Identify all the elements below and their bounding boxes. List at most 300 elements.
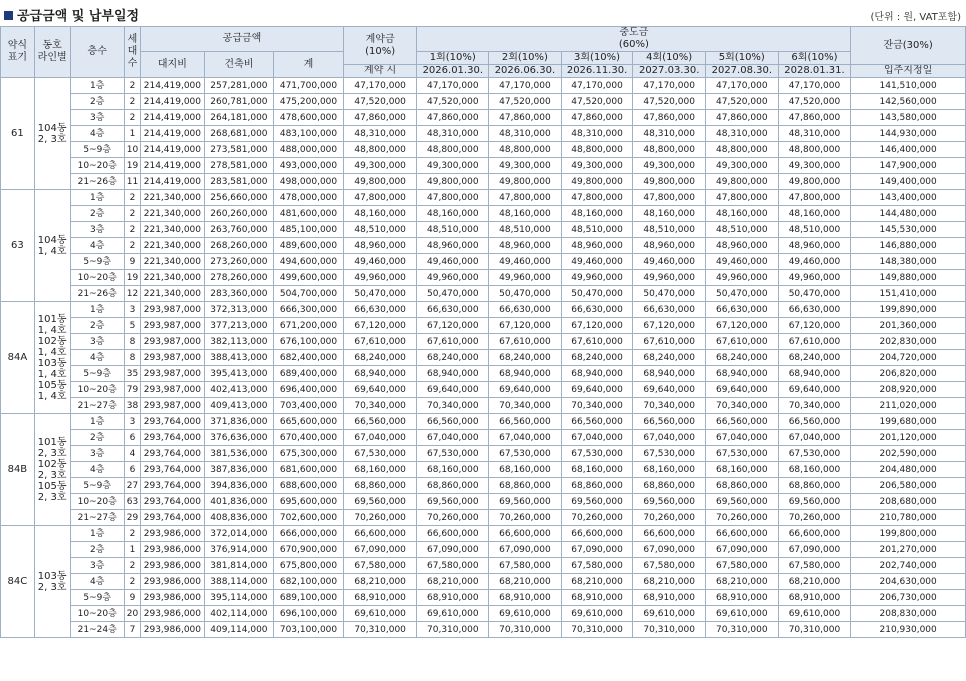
floor-cell: 1층 bbox=[70, 78, 124, 94]
middle-1-cell: 47,860,000 bbox=[417, 110, 489, 126]
total-price-cell: 481,600,000 bbox=[274, 206, 344, 222]
middle-5-cell: 68,160,000 bbox=[706, 462, 779, 478]
floor-cell: 10~20층 bbox=[70, 494, 124, 510]
col-type-header: 약식 표기 bbox=[1, 27, 35, 78]
balance-cell: 149,880,000 bbox=[851, 270, 966, 286]
total-price-cell: 696,100,000 bbox=[274, 606, 344, 622]
deposit-cell: 70,340,000 bbox=[343, 398, 417, 414]
unit-count-cell: 2 bbox=[124, 110, 140, 126]
table-row bbox=[1, 494, 966, 510]
dong-line-cell: 104동 2, 3호 bbox=[34, 78, 70, 190]
land-price-cell: 293,764,000 bbox=[141, 510, 204, 526]
middle-3-cell: 49,300,000 bbox=[561, 158, 633, 174]
balance-cell: 143,580,000 bbox=[851, 110, 966, 126]
floor-cell: 3층 bbox=[70, 558, 124, 574]
land-price-cell: 221,340,000 bbox=[141, 286, 204, 302]
total-price-cell: 494,600,000 bbox=[274, 254, 344, 270]
middle-3-cell: 68,940,000 bbox=[561, 366, 633, 382]
building-price-cell: 257,281,000 bbox=[204, 78, 274, 94]
building-price-cell: 256,660,000 bbox=[204, 190, 274, 206]
balance-cell: 210,930,000 bbox=[851, 622, 966, 638]
balance-cell: 206,730,000 bbox=[851, 590, 966, 606]
deposit-cell: 49,800,000 bbox=[343, 174, 417, 190]
middle-3-cell: 70,340,000 bbox=[561, 398, 633, 414]
deposit-cell: 70,310,000 bbox=[343, 622, 417, 638]
middle-3-cell: 66,560,000 bbox=[561, 414, 633, 430]
middle-3-cell: 69,560,000 bbox=[561, 494, 633, 510]
middle-5-cell: 68,940,000 bbox=[706, 366, 779, 382]
middle-6-cell: 47,860,000 bbox=[778, 110, 851, 126]
col-total-header: 계 bbox=[274, 52, 344, 78]
building-price-cell: 283,581,000 bbox=[204, 174, 274, 190]
total-price-cell: 670,400,000 bbox=[274, 430, 344, 446]
total-price-cell: 682,400,000 bbox=[274, 350, 344, 366]
floor-cell: 3층 bbox=[70, 334, 124, 350]
middle-6-cell: 48,960,000 bbox=[778, 238, 851, 254]
land-price-cell: 214,419,000 bbox=[141, 158, 204, 174]
total-price-cell: 696,400,000 bbox=[274, 382, 344, 398]
middle-3-cell: 67,040,000 bbox=[561, 430, 633, 446]
deposit-cell: 47,860,000 bbox=[343, 110, 417, 126]
dong-line-cell: 101동 2, 3호 102동 2, 3호 105동 2, 3호 bbox=[34, 414, 70, 526]
balance-cell: 144,930,000 bbox=[851, 126, 966, 142]
floor-cell: 1층 bbox=[70, 526, 124, 542]
middle-3-cell: 47,170,000 bbox=[561, 78, 633, 94]
balance-cell: 208,920,000 bbox=[851, 382, 966, 398]
unit-count-cell: 8 bbox=[124, 334, 140, 350]
deposit-cell: 66,560,000 bbox=[343, 414, 417, 430]
unit-count-cell: 2 bbox=[124, 94, 140, 110]
floor-cell: 5~9층 bbox=[70, 366, 124, 382]
middle-2-cell: 48,510,000 bbox=[489, 222, 562, 238]
middle-6-cell: 49,960,000 bbox=[778, 270, 851, 286]
total-price-cell: 689,400,000 bbox=[274, 366, 344, 382]
middle-1-cell: 70,340,000 bbox=[417, 398, 489, 414]
building-price-cell: 382,113,000 bbox=[204, 334, 274, 350]
total-price-cell: 702,600,000 bbox=[274, 510, 344, 526]
middle-5-cell: 68,210,000 bbox=[706, 574, 779, 590]
deposit-cell: 66,600,000 bbox=[343, 526, 417, 542]
total-price-cell: 478,600,000 bbox=[274, 110, 344, 126]
middle-4-cell: 70,340,000 bbox=[633, 398, 706, 414]
balance-cell: 202,740,000 bbox=[851, 558, 966, 574]
middle-6-cell: 68,160,000 bbox=[778, 462, 851, 478]
middle-3-cell: 49,800,000 bbox=[561, 174, 633, 190]
middle-1-cell: 68,240,000 bbox=[417, 350, 489, 366]
balance-cell: 151,410,000 bbox=[851, 286, 966, 302]
middle-4-cell: 67,040,000 bbox=[633, 430, 706, 446]
floor-cell: 5~9층 bbox=[70, 142, 124, 158]
middle-6-cell: 68,240,000 bbox=[778, 350, 851, 366]
table-row bbox=[1, 94, 966, 110]
middle-1-cell: 67,040,000 bbox=[417, 430, 489, 446]
middle-4-cell: 48,960,000 bbox=[633, 238, 706, 254]
table-row bbox=[1, 366, 966, 382]
dong-line-cell: 103동 2, 3호 bbox=[34, 526, 70, 638]
deposit-cell: 49,960,000 bbox=[343, 270, 417, 286]
building-price-cell: 376,914,000 bbox=[204, 542, 274, 558]
building-price-cell: 268,681,000 bbox=[204, 126, 274, 142]
unit-count-cell: 2 bbox=[124, 526, 140, 542]
building-price-cell: 402,114,000 bbox=[204, 606, 274, 622]
middle-6-cell: 67,580,000 bbox=[778, 558, 851, 574]
table-row bbox=[1, 558, 966, 574]
unit-count-cell: 9 bbox=[124, 590, 140, 606]
middle-5-cell: 47,520,000 bbox=[706, 94, 779, 110]
middle-5-cell: 70,260,000 bbox=[706, 510, 779, 526]
table-row bbox=[1, 302, 966, 318]
deposit-cell: 67,580,000 bbox=[343, 558, 417, 574]
total-price-cell: 478,000,000 bbox=[274, 190, 344, 206]
land-price-cell: 293,986,000 bbox=[141, 558, 204, 574]
middle-5-cell: 49,460,000 bbox=[706, 254, 779, 270]
middle-3-cell: 48,160,000 bbox=[561, 206, 633, 222]
land-price-cell: 221,340,000 bbox=[141, 190, 204, 206]
deposit-cell: 48,310,000 bbox=[343, 126, 417, 142]
floor-cell: 10~20층 bbox=[70, 158, 124, 174]
middle-5-cell: 69,610,000 bbox=[706, 606, 779, 622]
unit-count-cell: 12 bbox=[124, 286, 140, 302]
middle-6-cell: 47,800,000 bbox=[778, 190, 851, 206]
middle-installment-3-label: 3회(10%) bbox=[561, 52, 633, 65]
middle-4-cell: 50,470,000 bbox=[633, 286, 706, 302]
middle-4-cell: 66,630,000 bbox=[633, 302, 706, 318]
table-row bbox=[1, 622, 966, 638]
middle-5-cell: 69,640,000 bbox=[706, 382, 779, 398]
total-price-cell: 675,300,000 bbox=[274, 446, 344, 462]
floor-cell: 1층 bbox=[70, 190, 124, 206]
middle-6-cell: 47,170,000 bbox=[778, 78, 851, 94]
middle-2-cell: 68,860,000 bbox=[489, 478, 562, 494]
middle-4-cell: 68,940,000 bbox=[633, 366, 706, 382]
middle-2-cell: 70,310,000 bbox=[489, 622, 562, 638]
deposit-cell: 47,520,000 bbox=[343, 94, 417, 110]
unit-count-cell: 8 bbox=[124, 350, 140, 366]
balance-cell: 204,480,000 bbox=[851, 462, 966, 478]
building-price-cell: 372,313,000 bbox=[204, 302, 274, 318]
total-price-cell: 488,000,000 bbox=[274, 142, 344, 158]
unit-count-cell: 63 bbox=[124, 494, 140, 510]
middle-2-cell: 68,240,000 bbox=[489, 350, 562, 366]
middle-2-cell: 66,560,000 bbox=[489, 414, 562, 430]
building-price-cell: 260,260,000 bbox=[204, 206, 274, 222]
middle-3-cell: 66,600,000 bbox=[561, 526, 633, 542]
balance-cell: 146,400,000 bbox=[851, 142, 966, 158]
balance-cell: 201,120,000 bbox=[851, 430, 966, 446]
total-price-cell: 665,600,000 bbox=[274, 414, 344, 430]
building-price-cell: 377,213,000 bbox=[204, 318, 274, 334]
middle-2-cell: 48,960,000 bbox=[489, 238, 562, 254]
table-row bbox=[1, 126, 966, 142]
table-row bbox=[1, 222, 966, 238]
land-price-cell: 293,987,000 bbox=[141, 398, 204, 414]
middle-5-cell: 49,300,000 bbox=[706, 158, 779, 174]
total-price-cell: 471,700,000 bbox=[274, 78, 344, 94]
middle-3-cell: 69,640,000 bbox=[561, 382, 633, 398]
middle-6-cell: 67,530,000 bbox=[778, 446, 851, 462]
floor-cell: 4층 bbox=[70, 126, 124, 142]
unit-type-cell: 84B bbox=[1, 414, 35, 526]
land-price-cell: 293,764,000 bbox=[141, 478, 204, 494]
total-price-cell: 483,100,000 bbox=[274, 126, 344, 142]
deposit-cell: 48,960,000 bbox=[343, 238, 417, 254]
total-price-cell: 504,700,000 bbox=[274, 286, 344, 302]
building-price-cell: 388,114,000 bbox=[204, 574, 274, 590]
total-price-cell: 666,000,000 bbox=[274, 526, 344, 542]
balance-cell: 201,360,000 bbox=[851, 318, 966, 334]
middle-3-cell: 68,210,000 bbox=[561, 574, 633, 590]
middle-5-cell: 66,630,000 bbox=[706, 302, 779, 318]
middle-5-cell: 47,860,000 bbox=[706, 110, 779, 126]
land-price-cell: 293,764,000 bbox=[141, 414, 204, 430]
col-supply-header: 공급금액 bbox=[141, 27, 344, 52]
middle-6-cell: 49,460,000 bbox=[778, 254, 851, 270]
building-price-cell: 394,836,000 bbox=[204, 478, 274, 494]
building-price-cell: 401,836,000 bbox=[204, 494, 274, 510]
table-row bbox=[1, 382, 966, 398]
middle-2-cell: 47,800,000 bbox=[489, 190, 562, 206]
middle-installment-5-label: 5회(10%) bbox=[706, 52, 779, 65]
building-price-cell: 278,260,000 bbox=[204, 270, 274, 286]
table-row bbox=[1, 270, 966, 286]
table-row bbox=[1, 510, 966, 526]
building-price-cell: 278,581,000 bbox=[204, 158, 274, 174]
middle-3-cell: 67,530,000 bbox=[561, 446, 633, 462]
unit-count-cell: 27 bbox=[124, 478, 140, 494]
dong-line-cell: 104동 1, 4호 bbox=[34, 190, 70, 302]
middle-6-cell: 70,310,000 bbox=[778, 622, 851, 638]
balance-cell: 201,270,000 bbox=[851, 542, 966, 558]
middle-4-cell: 66,560,000 bbox=[633, 414, 706, 430]
building-price-cell: 381,814,000 bbox=[204, 558, 274, 574]
middle-1-cell: 49,960,000 bbox=[417, 270, 489, 286]
middle-3-cell: 48,310,000 bbox=[561, 126, 633, 142]
middle-5-cell: 48,310,000 bbox=[706, 126, 779, 142]
building-price-cell: 376,636,000 bbox=[204, 430, 274, 446]
table-row bbox=[1, 318, 966, 334]
middle-5-cell: 69,560,000 bbox=[706, 494, 779, 510]
table-row bbox=[1, 334, 966, 350]
table-row bbox=[1, 446, 966, 462]
building-price-cell: 260,781,000 bbox=[204, 94, 274, 110]
unit-count-cell: 38 bbox=[124, 398, 140, 414]
middle-installment-1-date: 2026.01.30. bbox=[417, 65, 489, 78]
col-dong-header: 동호 라인별 bbox=[34, 27, 70, 78]
building-price-cell: 273,581,000 bbox=[204, 142, 274, 158]
middle-1-cell: 69,640,000 bbox=[417, 382, 489, 398]
unit-count-cell: 11 bbox=[124, 174, 140, 190]
middle-5-cell: 50,470,000 bbox=[706, 286, 779, 302]
unit-count-cell: 2 bbox=[124, 206, 140, 222]
deposit-cell: 70,260,000 bbox=[343, 510, 417, 526]
building-price-cell: 402,413,000 bbox=[204, 382, 274, 398]
middle-4-cell: 69,640,000 bbox=[633, 382, 706, 398]
unit-count-cell: 3 bbox=[124, 414, 140, 430]
middle-2-cell: 66,600,000 bbox=[489, 526, 562, 542]
middle-4-cell: 70,260,000 bbox=[633, 510, 706, 526]
middle-1-cell: 66,630,000 bbox=[417, 302, 489, 318]
balance-cell: 208,680,000 bbox=[851, 494, 966, 510]
unit-count-cell: 6 bbox=[124, 430, 140, 446]
table-row bbox=[1, 286, 966, 302]
middle-1-cell: 47,800,000 bbox=[417, 190, 489, 206]
table-row bbox=[1, 254, 966, 270]
middle-3-cell: 67,580,000 bbox=[561, 558, 633, 574]
land-price-cell: 214,419,000 bbox=[141, 78, 204, 94]
floor-cell: 21~24층 bbox=[70, 622, 124, 638]
unit-type-cell: 84A bbox=[1, 302, 35, 414]
land-price-cell: 293,764,000 bbox=[141, 494, 204, 510]
col-count-header: 세 대 수 bbox=[124, 27, 140, 78]
middle-4-cell: 67,530,000 bbox=[633, 446, 706, 462]
building-price-cell: 395,114,000 bbox=[204, 590, 274, 606]
middle-4-cell: 48,800,000 bbox=[633, 142, 706, 158]
total-price-cell: 703,400,000 bbox=[274, 398, 344, 414]
unit-count-cell: 1 bbox=[124, 126, 140, 142]
table-row bbox=[1, 398, 966, 414]
floor-cell: 1층 bbox=[70, 302, 124, 318]
deposit-cell: 48,160,000 bbox=[343, 206, 417, 222]
middle-6-cell: 70,260,000 bbox=[778, 510, 851, 526]
middle-2-cell: 69,610,000 bbox=[489, 606, 562, 622]
balance-cell: 146,880,000 bbox=[851, 238, 966, 254]
total-price-cell: 485,100,000 bbox=[274, 222, 344, 238]
middle-5-cell: 67,610,000 bbox=[706, 334, 779, 350]
middle-6-cell: 69,560,000 bbox=[778, 494, 851, 510]
middle-3-cell: 47,520,000 bbox=[561, 94, 633, 110]
col-land-header: 대지비 bbox=[141, 52, 204, 78]
table-row bbox=[1, 238, 966, 254]
floor-cell: 5~9층 bbox=[70, 254, 124, 270]
middle-2-cell: 69,560,000 bbox=[489, 494, 562, 510]
middle-3-cell: 68,160,000 bbox=[561, 462, 633, 478]
unit-count-cell: 10 bbox=[124, 142, 140, 158]
middle-5-cell: 67,120,000 bbox=[706, 318, 779, 334]
page-title-text: 공급금액 및 납부일정 bbox=[17, 9, 140, 24]
page-title bbox=[4, 5, 139, 24]
balance-cell: 147,900,000 bbox=[851, 158, 966, 174]
middle-4-cell: 49,460,000 bbox=[633, 254, 706, 270]
floor-cell: 3층 bbox=[70, 222, 124, 238]
land-price-cell: 293,986,000 bbox=[141, 606, 204, 622]
balance-cell: 204,630,000 bbox=[851, 574, 966, 590]
table-row bbox=[1, 142, 966, 158]
middle-6-cell: 68,940,000 bbox=[778, 366, 851, 382]
deposit-cell: 68,210,000 bbox=[343, 574, 417, 590]
floor-cell: 4층 bbox=[70, 238, 124, 254]
middle-4-cell: 67,580,000 bbox=[633, 558, 706, 574]
middle-2-cell: 47,170,000 bbox=[489, 78, 562, 94]
col-floor-header: 층수 bbox=[70, 27, 124, 78]
deposit-cell: 48,800,000 bbox=[343, 142, 417, 158]
unit-count-cell: 2 bbox=[124, 558, 140, 574]
building-price-cell: 268,260,000 bbox=[204, 238, 274, 254]
middle-1-cell: 50,470,000 bbox=[417, 286, 489, 302]
col-balance-when: 입주지정일 bbox=[851, 65, 966, 78]
middle-2-cell: 66,630,000 bbox=[489, 302, 562, 318]
land-price-cell: 221,340,000 bbox=[141, 206, 204, 222]
building-price-cell: 395,413,000 bbox=[204, 366, 274, 382]
total-price-cell: 689,100,000 bbox=[274, 590, 344, 606]
balance-cell: 199,890,000 bbox=[851, 302, 966, 318]
table-row bbox=[1, 478, 966, 494]
middle-4-cell: 49,960,000 bbox=[633, 270, 706, 286]
middle-2-cell: 70,260,000 bbox=[489, 510, 562, 526]
table-row bbox=[1, 414, 966, 430]
middle-2-cell: 68,940,000 bbox=[489, 366, 562, 382]
middle-4-cell: 47,800,000 bbox=[633, 190, 706, 206]
middle-4-cell: 68,910,000 bbox=[633, 590, 706, 606]
middle-6-cell: 48,160,000 bbox=[778, 206, 851, 222]
land-price-cell: 221,340,000 bbox=[141, 270, 204, 286]
middle-2-cell: 67,120,000 bbox=[489, 318, 562, 334]
middle-5-cell: 67,090,000 bbox=[706, 542, 779, 558]
floor-cell: 10~20층 bbox=[70, 606, 124, 622]
unit-count-cell: 19 bbox=[124, 158, 140, 174]
middle-1-cell: 48,310,000 bbox=[417, 126, 489, 142]
total-price-cell: 671,200,000 bbox=[274, 318, 344, 334]
middle-1-cell: 67,580,000 bbox=[417, 558, 489, 574]
land-price-cell: 293,987,000 bbox=[141, 318, 204, 334]
balance-cell: 143,400,000 bbox=[851, 190, 966, 206]
middle-6-cell: 48,510,000 bbox=[778, 222, 851, 238]
floor-cell: 21~26층 bbox=[70, 286, 124, 302]
middle-3-cell: 49,460,000 bbox=[561, 254, 633, 270]
building-price-cell: 283,360,000 bbox=[204, 286, 274, 302]
floor-cell: 2층 bbox=[70, 318, 124, 334]
middle-2-cell: 68,210,000 bbox=[489, 574, 562, 590]
col-deposit-when: 계약 시 bbox=[343, 65, 417, 78]
middle-1-cell: 67,120,000 bbox=[417, 318, 489, 334]
unit-type-cell: 63 bbox=[1, 190, 35, 302]
middle-4-cell: 67,090,000 bbox=[633, 542, 706, 558]
middle-2-cell: 47,860,000 bbox=[489, 110, 562, 126]
table-row bbox=[1, 174, 966, 190]
middle-5-cell: 68,910,000 bbox=[706, 590, 779, 606]
balance-cell: 202,590,000 bbox=[851, 446, 966, 462]
middle-installment-6-label: 6회(10%) bbox=[778, 52, 851, 65]
deposit-cell: 69,560,000 bbox=[343, 494, 417, 510]
table-row bbox=[1, 206, 966, 222]
middle-5-cell: 70,310,000 bbox=[706, 622, 779, 638]
middle-1-cell: 49,300,000 bbox=[417, 158, 489, 174]
land-price-cell: 293,764,000 bbox=[141, 446, 204, 462]
unit-count-cell: 7 bbox=[124, 622, 140, 638]
land-price-cell: 293,986,000 bbox=[141, 542, 204, 558]
deposit-cell: 67,530,000 bbox=[343, 446, 417, 462]
col-deposit-header: 계약금 (10%) bbox=[343, 27, 417, 65]
unit-count-cell: 5 bbox=[124, 318, 140, 334]
floor-cell: 2층 bbox=[70, 94, 124, 110]
middle-installment-3-date: 2026.11.30. bbox=[561, 65, 633, 78]
unit-type-cell: 84C bbox=[1, 526, 35, 638]
land-price-cell: 293,987,000 bbox=[141, 382, 204, 398]
middle-5-cell: 68,860,000 bbox=[706, 478, 779, 494]
balance-cell: 210,780,000 bbox=[851, 510, 966, 526]
deposit-cell: 68,940,000 bbox=[343, 366, 417, 382]
unit-count-cell: 2 bbox=[124, 574, 140, 590]
total-price-cell: 666,300,000 bbox=[274, 302, 344, 318]
middle-2-cell: 67,580,000 bbox=[489, 558, 562, 574]
middle-6-cell: 66,630,000 bbox=[778, 302, 851, 318]
middle-installment-2-label: 2회(10%) bbox=[489, 52, 562, 65]
middle-1-cell: 68,160,000 bbox=[417, 462, 489, 478]
building-price-cell: 263,760,000 bbox=[204, 222, 274, 238]
balance-cell: 148,380,000 bbox=[851, 254, 966, 270]
middle-4-cell: 68,860,000 bbox=[633, 478, 706, 494]
land-price-cell: 221,340,000 bbox=[141, 222, 204, 238]
middle-1-cell: 67,530,000 bbox=[417, 446, 489, 462]
